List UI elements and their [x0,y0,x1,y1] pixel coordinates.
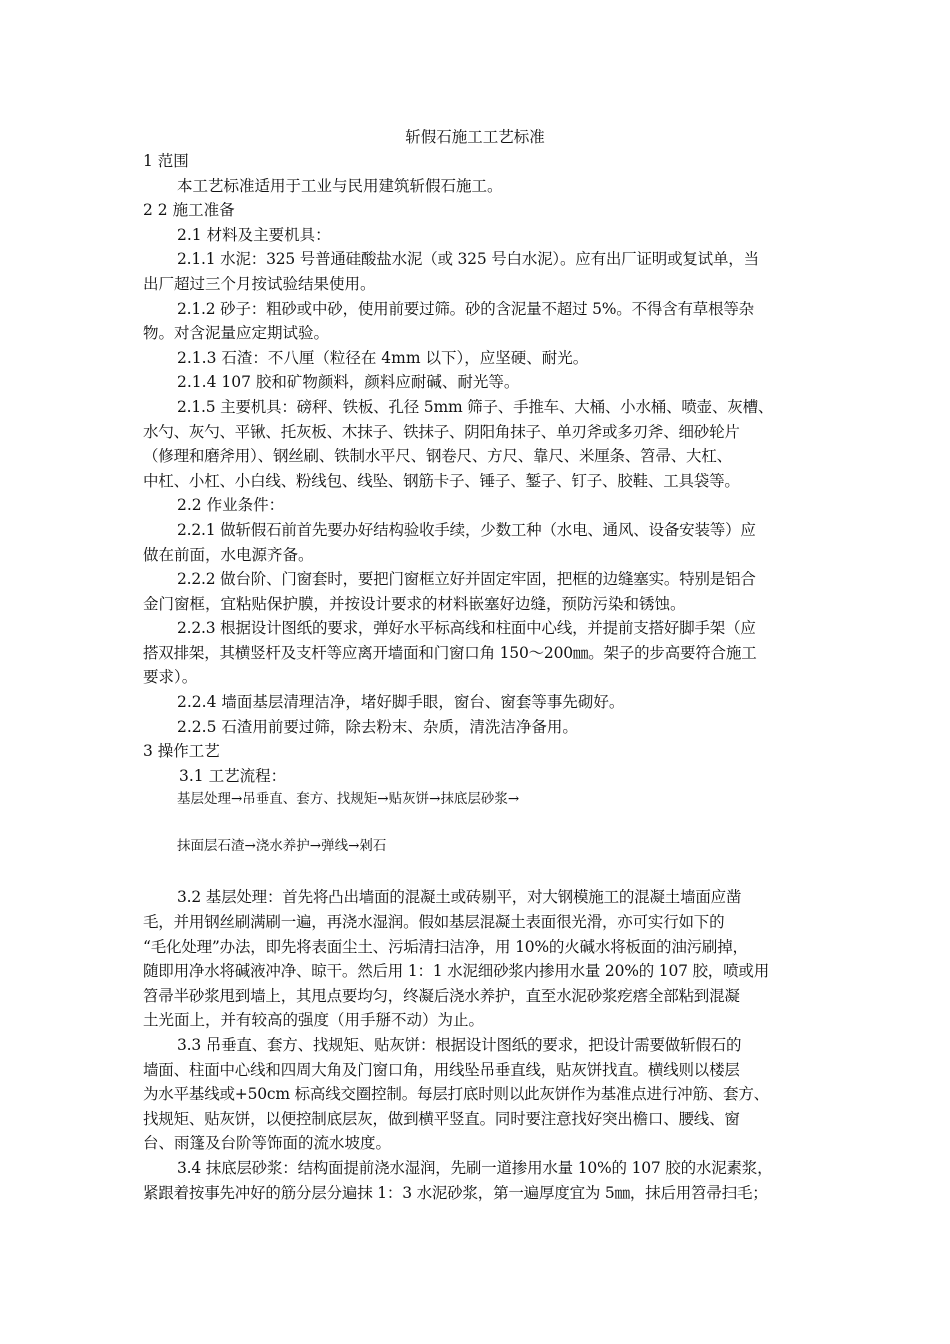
paragraph-line: 2.1.1 水泥：325 号普通硅酸盐水泥（或 325 号白水泥）。应有出厂证明或复试单，当 [177,250,759,269]
paragraph-line: 2.1.4 107 胶和矿物颜料，颜料应耐碱、耐光等。 [177,373,520,392]
paragraph-line: 随即用净水将碱液冲净、晾干。然后用 1：1 水泥细砂浆内掺用水量 20%的 107 胶，喷或用 [143,962,769,981]
subsection-heading: 3.1 工艺流程： [179,766,287,785]
paragraph-line: 做在前面，水电源齐备。 [143,545,314,564]
paragraph-line: （修理和磨斧用）、钢丝刷、铁制水平尺、钢卷尺、方尺、靠尺、米厘条、笤帚、大杠、 [143,447,732,466]
section-heading-1: 1 范围 [143,152,189,170]
paragraph-line: 2.2.1 做斩假石前首先要办好结构验收手续，少数工种（水电、通风、设备安装等）应 [177,520,756,539]
section-heading-3: 3 操作工艺 [143,742,220,761]
document-title: 斩假石施工工艺标准 [405,128,545,146]
paragraph-line: 2.1.2 砂子：粗砂或中砂，使用前要过筛。砂的含泥量不超过 5%。不得含有草根等杂 [177,299,754,318]
section-heading-2: 2 2 施工准备 [143,201,235,220]
paragraph-line: 2.2.5 石渣用前要过筛，除去粉末、杂质，清洗洁净备用。 [177,717,578,736]
spacer [143,857,811,885]
paragraph-line: 紧跟着按事先冲好的筋分层分遍抹 1：3 水泥砂浆，第一遍厚度宜为 5㎜，抹后用笤帚扫毛； [143,1183,768,1202]
paragraph-line: 金门窗框，宜粘贴保护膜，并按设计要求的材料嵌塞好边缝，预防污染和锈蚀。 [143,594,686,613]
paragraph-line: 2.1.5 主要机具：磅秤、铁板、孔径 5mm 筛子、手推车、大桶、小水桶、喷壶、灰槽、 [177,397,774,416]
paragraph-line: 找规矩、贴灰饼，以便控制底层灰，做到横平竖直。同时要注意找好突出檐口、腰线、窗 [143,1109,740,1128]
document-body [143,149,811,1205]
paragraph-line: 为水平基线或+50cm 标高线交圈控制。每层打底时则以此灰饼作为基准点进行冲筋、套方、 [143,1085,769,1104]
paragraph-line: 土光面上，并有较高的强度（用手掰不动）为止。 [143,1011,485,1030]
paragraph-line: 2.2.3 根据设计图纸的要求，弹好水平标高线和柱面中心线，并提前支搭好脚手架（应 [177,619,756,638]
paragraph-line: 水勺、灰勺、平锹、托灰板、木抹子、铁抹子、阴阳角抹子、单刃斧或多刃斧、细砂轮片 [143,422,740,441]
paragraph-line: 台、雨篷及台阶等饰面的流水坡度。 [143,1134,392,1153]
paragraph-line: 搭双排架，其横竖杆及支杆等应离开墙面和门窗口角 150～200㎜。架子的步高要符合施工 [143,643,757,662]
paragraph-line: 3.3 吊垂直、套方、找规矩、贴灰饼：根据设计图纸的要求，把设计需要做斩假石的 [177,1036,742,1054]
paragraph-line: 3.4 抹底层砂浆：结构面提前浇水湿润，先刷一道掺用水量 10%的 107 胶的水泥素浆， [177,1158,773,1177]
subsection-heading: 2.1 材料及主要机具： [177,225,331,244]
paragraph-line: 中杠、小杠、小白线、粉线包、线坠、钢筋卡子、锤子、錾子、钉子、胶鞋、工具袋等。 [143,471,740,490]
paragraph-line: 2.2.4 墙面基层清理洁净，堵好脚手眼，窗台、窗套等事先砌好。 [177,693,625,712]
process-flow-line: 抹面层石渣→浇水养护→弹线→剁石 [177,838,387,855]
paragraph-line: 物。对含泥量应定期试验。 [143,324,330,343]
paragraph-line: 墙面、柱面中心线和四周大角及门窗口角，用线坠吊垂直线，贴灰饼找直。横线则以楼层 [143,1060,740,1079]
paragraph-line: 毛，并用钢丝刷满刷一遍，再浇水湿润。假如基层混凝土表面很光滑，亦可实行如下的 [143,913,725,932]
paragraph-line: 笤帚半砂浆甩到墙上，其甩点要均匀，终凝后浇水养护，直至水泥砂浆疙瘩全部粘到混凝 [143,986,740,1005]
paragraph-line: 出厂超过三个月按试验结果使用。 [143,274,376,293]
paragraph-line: 本工艺标准适用于工业与民用建筑斩假石施工。 [177,176,503,195]
paragraph-line: “毛化处理”办法，即先将表面尘土、污垢清扫洁净，用 10%的火碱水将板面的油污刷掉， [143,937,748,956]
paragraph-line: 2.2.2 做台阶、门窗套时，要把门窗框立好并固定牢固，把框的边缝塞实。特别是铝合 [177,570,756,589]
subsection-heading: 2.2 作业条件： [177,496,285,515]
paragraph-line: 要求）。 [143,668,198,687]
paragraph-line: 2.1.3 石渣：不八厘（粒径在 4mm 以下），应坚硬、耐光。 [177,348,589,367]
paragraph-line: 3.2 基层处理：首先将凸出墙面的混凝土或砖剔平，对大钢模施工的混凝土墙面应凿 [177,888,742,907]
spacer [143,810,811,835]
process-flow-line: 基层处理→吊垂直、套方、找规矩→贴灰饼→抹底层砂浆→ [177,791,520,808]
